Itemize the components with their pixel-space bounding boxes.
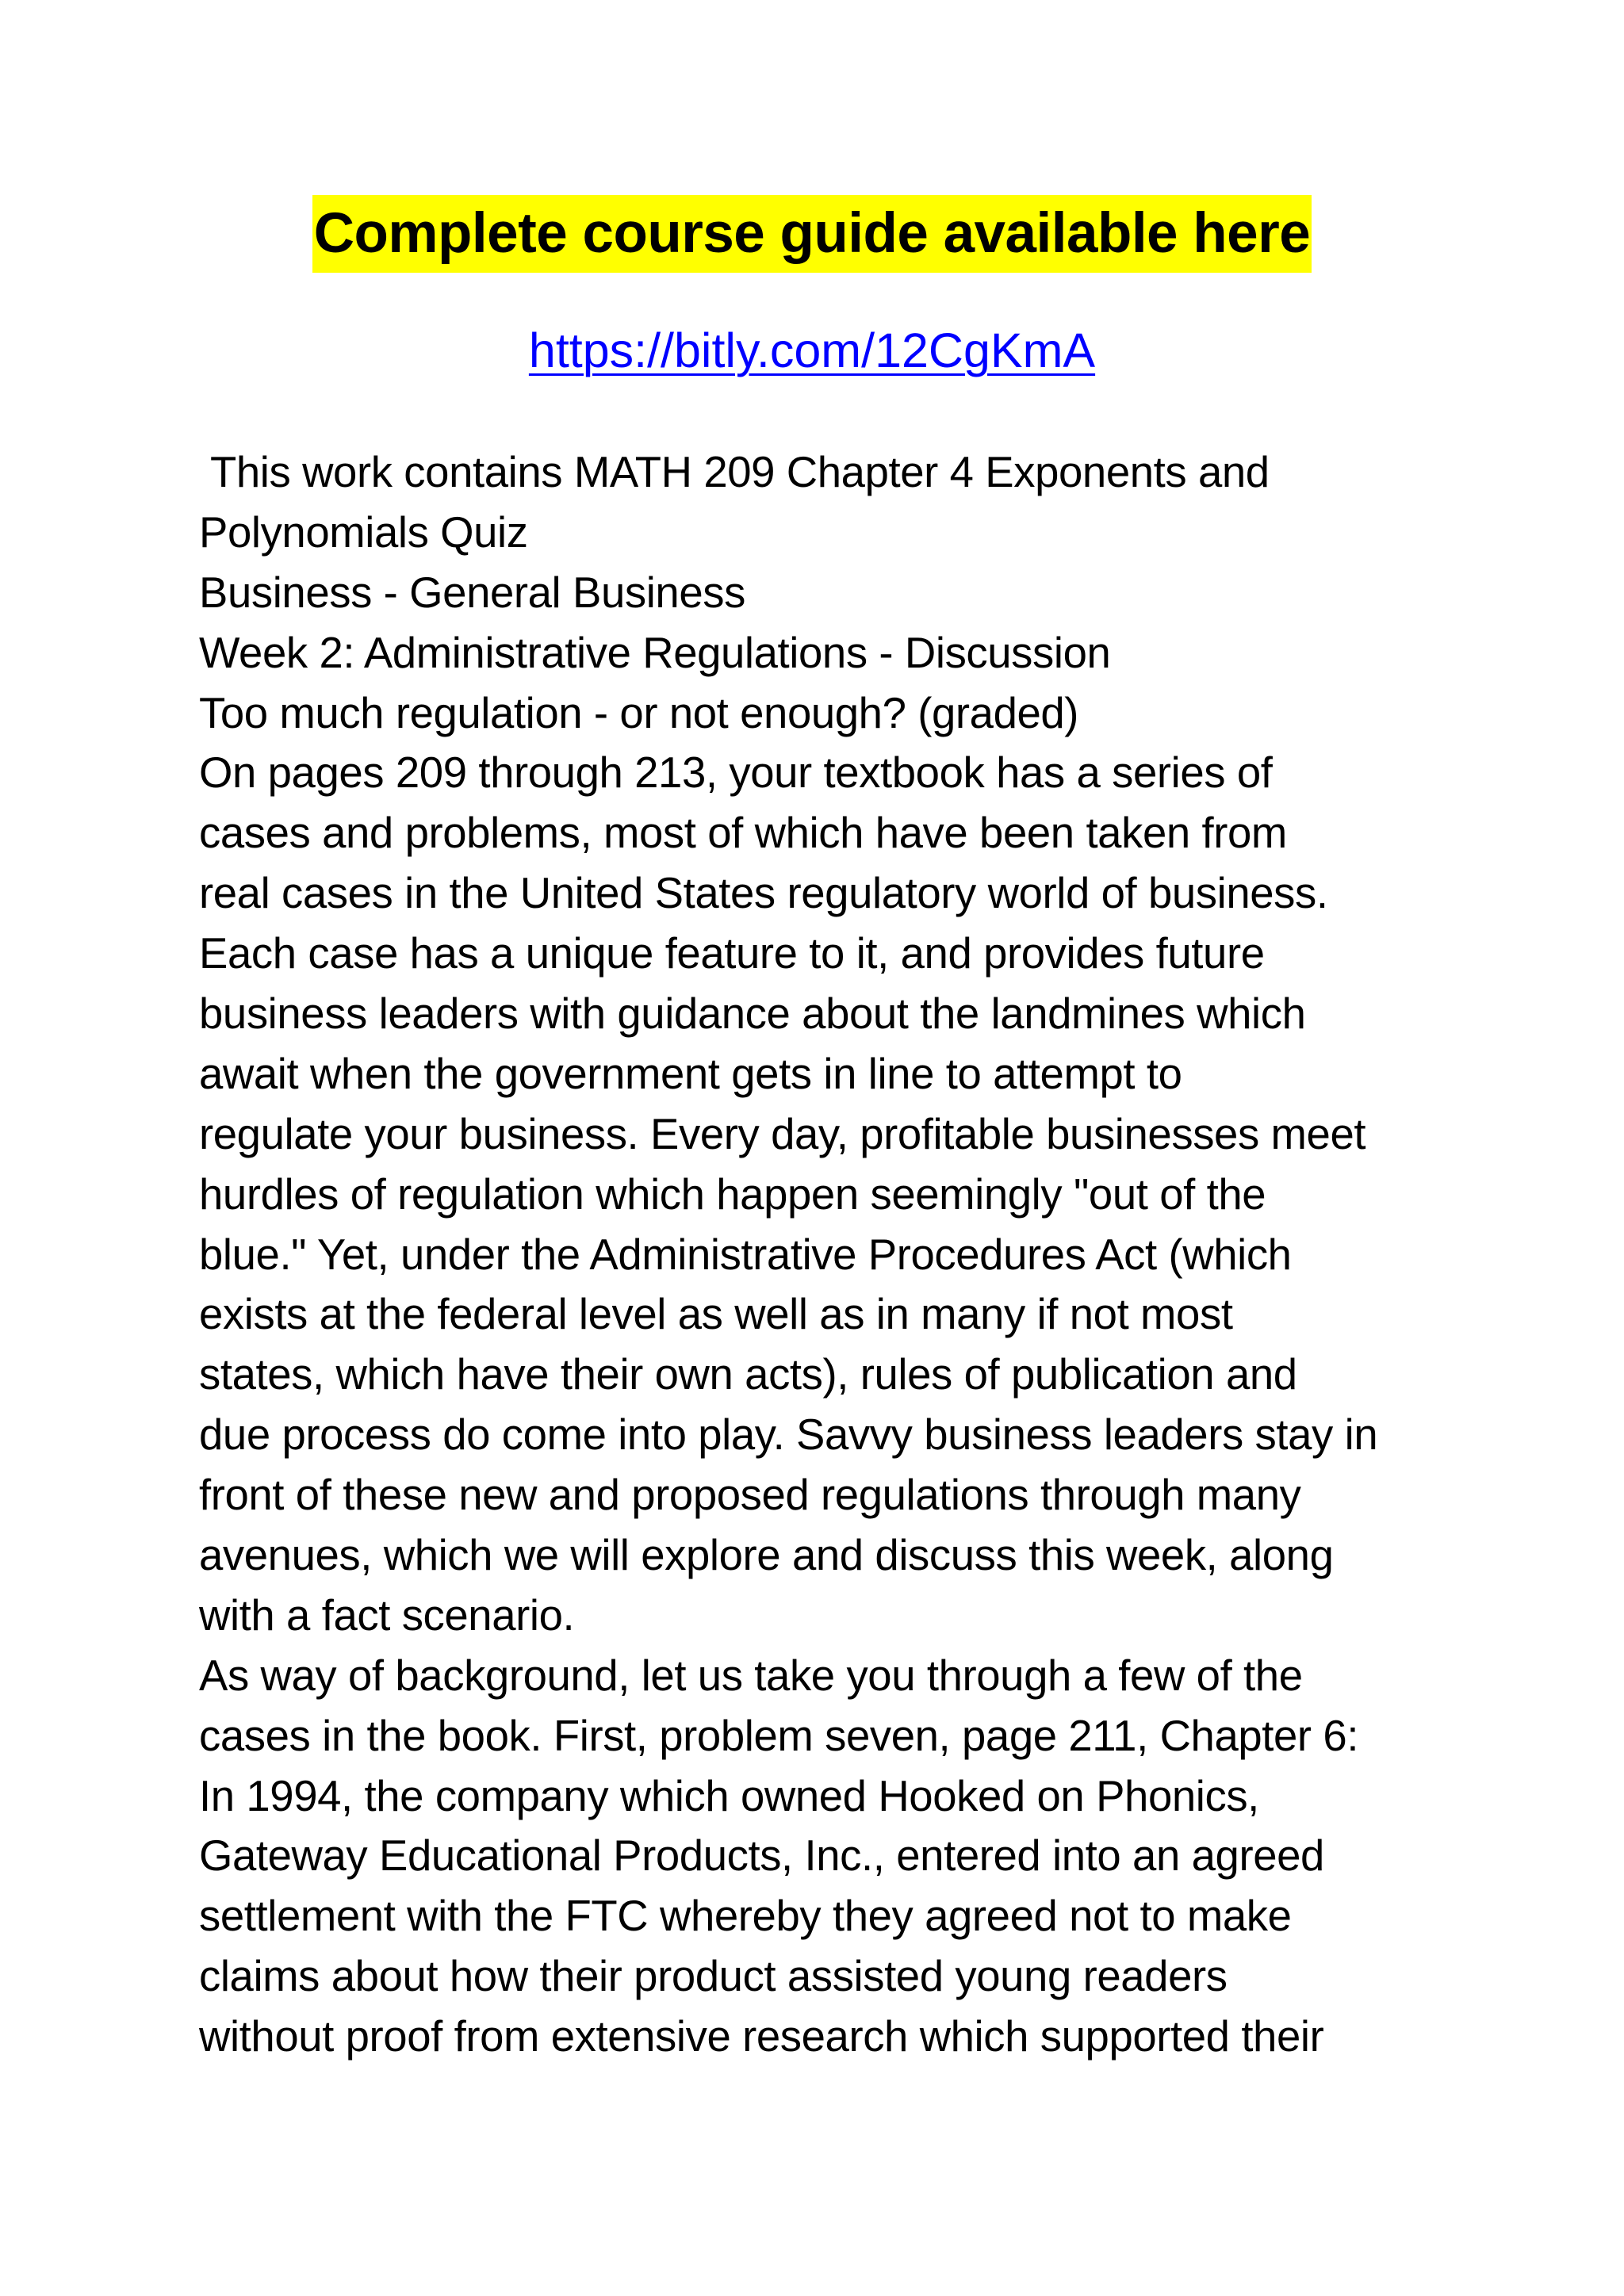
page-title: Complete course guide available here: [312, 195, 1312, 273]
text-line: front of these new and proposed regulations through many: [199, 1471, 1301, 1520]
text-line: Business - General Business: [199, 568, 745, 617]
text-line: business leaders with guidance about the landmines which: [199, 989, 1306, 1039]
text-line: cases in the book. First, problem seven, page 211, Chapter 6:: [199, 1711, 1359, 1760]
text-line: As way of background, let us take you through a few of the: [199, 1651, 1303, 1700]
text-line: with a fact scenario.: [199, 1590, 575, 1640]
text-line: Week 2: Administrative Regulations - Discussion: [199, 628, 1111, 677]
text-line: Polynomials Quiz: [199, 507, 528, 557]
text-line: settlement with the FTC whereby they agreed not to make: [199, 1892, 1292, 1941]
text-line: await when the government gets in line to attempt to: [199, 1049, 1182, 1098]
text-line: blue." Yet, under the Administrative Procedures Act (which: [199, 1230, 1292, 1279]
text-line: hurdles of regulation which happen seemingly "out of the: [199, 1169, 1266, 1219]
title-container: [0, 195, 1624, 273]
text-line: claims about how their product assisted young readers: [199, 1952, 1228, 2001]
text-line: In 1994, the company which owned Hooked on Phonics,: [199, 1771, 1259, 1820]
text-line: due process do come into play. Savvy business leaders stay in: [199, 1410, 1378, 1460]
text-line: Each case has a unique feature to it, and provides future: [199, 929, 1265, 978]
link-container: [0, 319, 1624, 382]
course-guide-link[interactable]: https://bitly.com/12CgKmA: [528, 323, 1096, 377]
text-line: without proof from extensive research which supported their: [199, 2012, 1324, 2061]
body-text: [199, 442, 1468, 2067]
text-line: regulate your business. Every day, profitable businesses meet: [199, 1109, 1366, 1158]
text-line: Too much regulation - or not enough? (graded): [199, 688, 1079, 737]
text-line: Gateway Educational Products, Inc., entered into an agreed: [199, 1831, 1324, 1881]
text-line: real cases in the United States regulatory world of business.: [199, 869, 1328, 918]
text-line: On pages 209 through 213, your textbook has a series of: [199, 748, 1273, 798]
text-line: This work contains MATH 209 Chapter 4 Exponents and: [210, 448, 1270, 496]
text-line: cases and problems, most of which have been taken from: [199, 809, 1287, 858]
text-line: exists at the federal level as well as in many if not most: [199, 1290, 1233, 1339]
text-line: states, which have their own acts), rules of publication and: [199, 1350, 1297, 1399]
text-line: avenues, which we will explore and discuss this week, along: [199, 1531, 1334, 1580]
